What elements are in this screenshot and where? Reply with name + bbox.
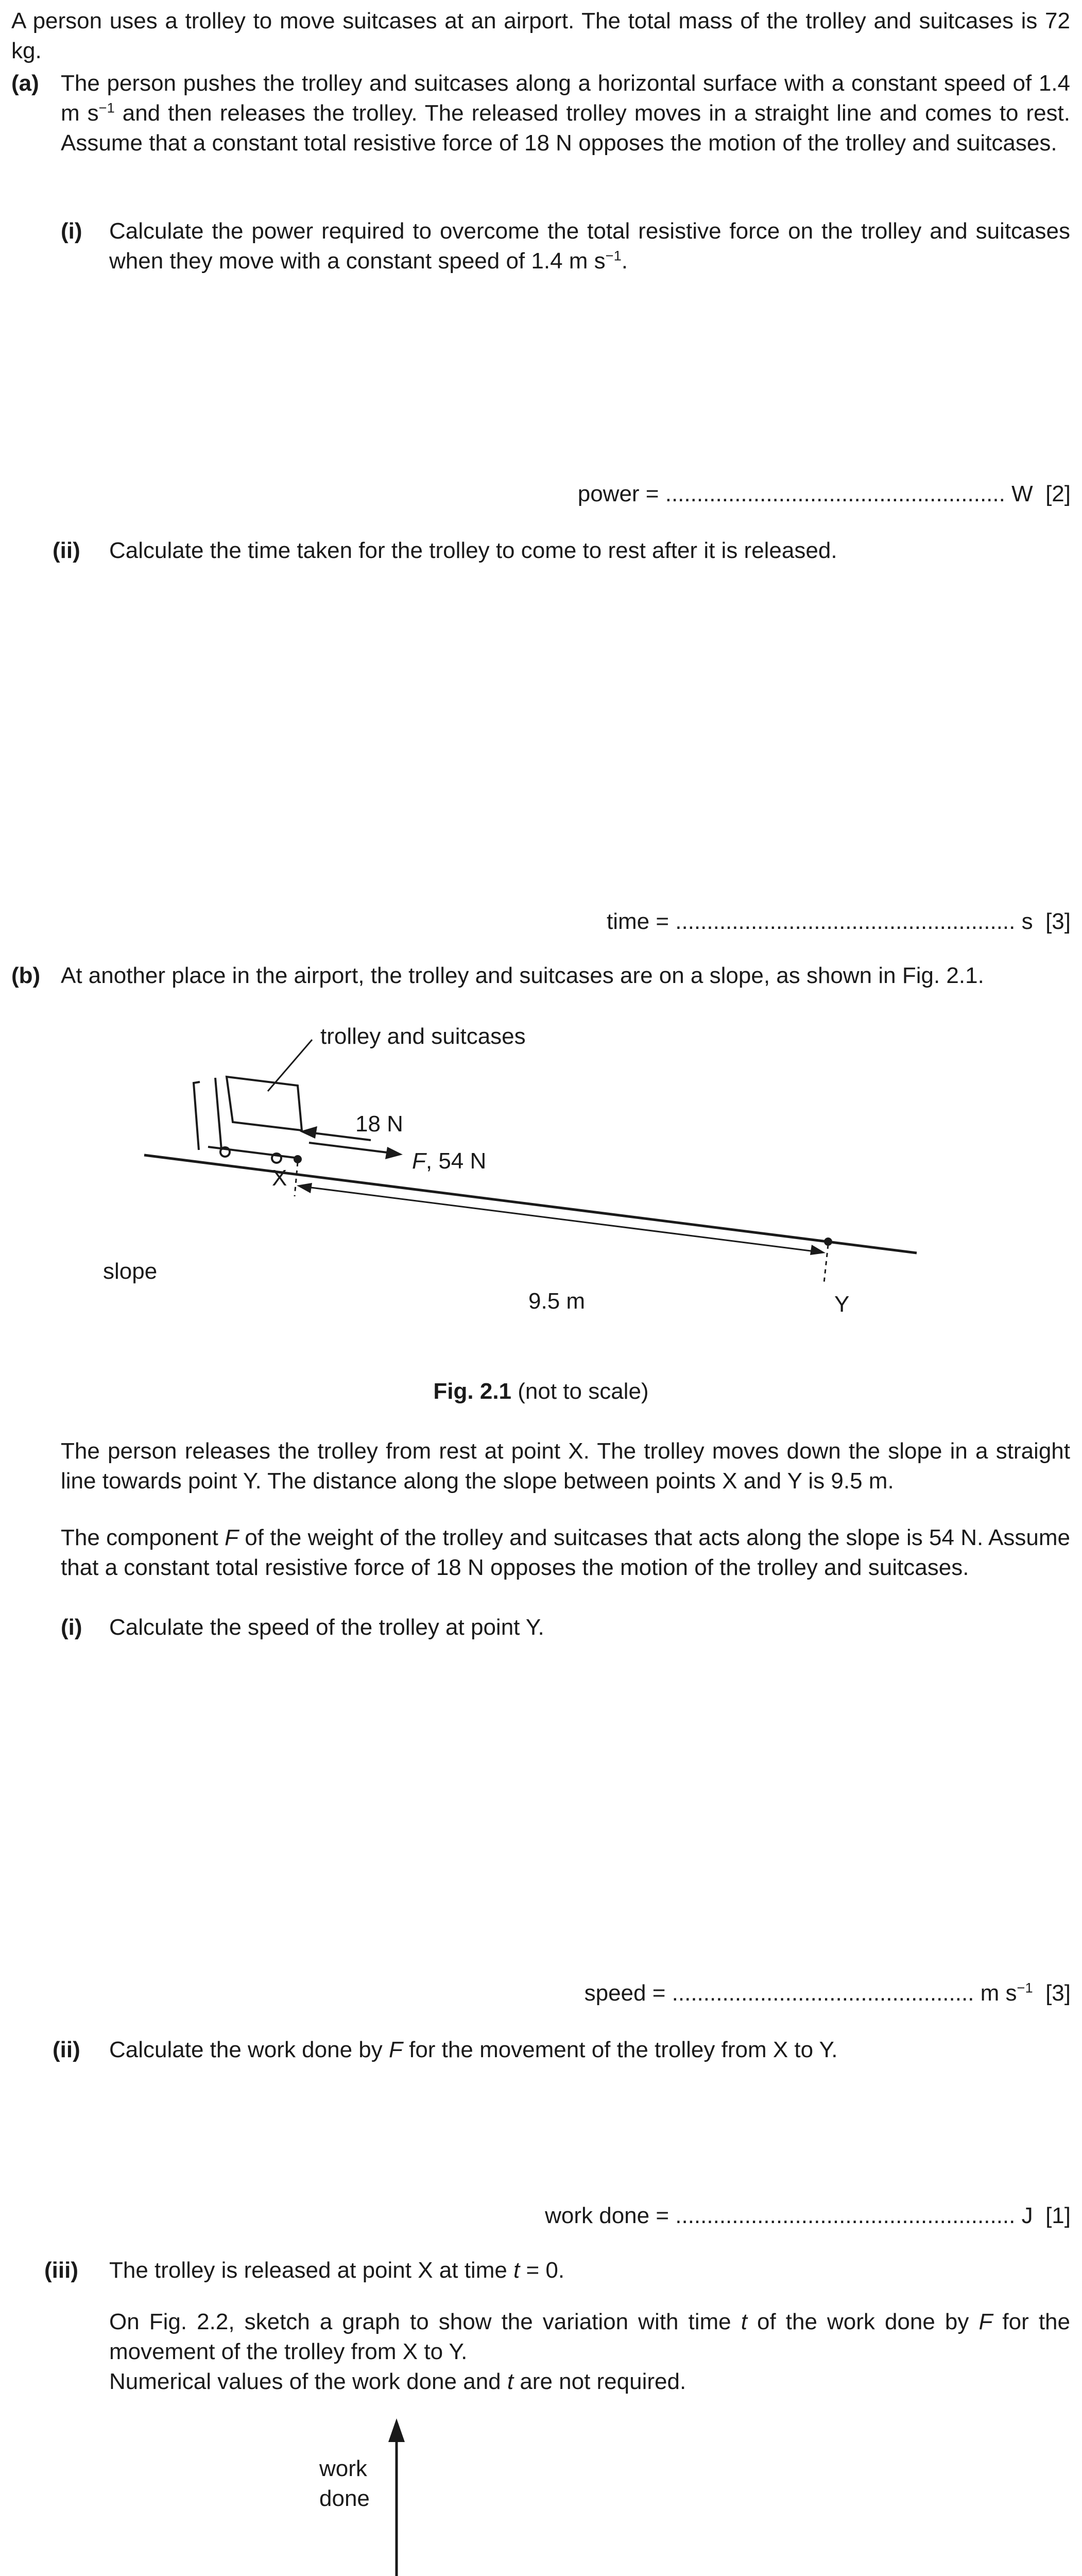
- point-y-dashed: [824, 1245, 828, 1283]
- time-answer-field[interactable]: ......................................................: [675, 909, 1016, 934]
- part-b-label: (b): [11, 963, 41, 988]
- y-axis-arrowhead: [388, 2418, 405, 2442]
- part-a-label: (a): [11, 71, 39, 96]
- part-b-ii-text: Calculate the work done by F for the movement of the trolley from X to Y.: [109, 2037, 838, 2062]
- label-distance: 9.5 m: [528, 1289, 586, 1314]
- power-marks: [2]: [1045, 481, 1071, 506]
- weight-component-arrow: [309, 1143, 391, 1153]
- power-answer-field[interactable]: ......................................................: [665, 481, 1005, 506]
- label-f-54n: F, 54 N: [412, 1148, 487, 1174]
- part-b-iii-label: (iii): [44, 2258, 78, 2283]
- part-b-paragraph-1: The person releases the trolley from rest at point X. The trolley moves down the slope in a straight line towards point Y. The distance along the slope between points X and Y is 9.5 m.: [61, 1438, 1070, 1494]
- label-trolley-and-suitcases: trolley and suitcases: [320, 1024, 526, 1049]
- label-18n: 18 N: [355, 1111, 403, 1137]
- part-a-ii-text: Calculate the time taken for the trolley to come to rest after it is released.: [109, 538, 837, 563]
- point-x-dashed: [295, 1162, 298, 1196]
- label-x: X: [272, 1165, 287, 1191]
- power-answer-line: power = ...................................................... W [2]: [577, 481, 1071, 506]
- part-b-ii-label: (ii): [53, 2037, 80, 2062]
- speed-answer-field[interactable]: ................................................: [672, 1980, 974, 2006]
- work-done-answer-line: work done = ...................................................... J [1]: [545, 2203, 1071, 2228]
- work-done-answer-field[interactable]: ......................................................: [675, 2203, 1016, 2228]
- part-b-i-text: Calculate the speed of the trolley at point Y.: [109, 1615, 544, 1640]
- work-done-marks: [1]: [1045, 2203, 1071, 2228]
- speed-answer-line: speed = ................................................ m $s^{-1}$ [3]: [584, 1979, 1071, 2006]
- part-a-ii-label: (ii): [53, 538, 80, 563]
- part-b-iii-instruction: On Fig. 2.2, sketch a graph to show the variation with time t of the work done by F for the movement of the trolley from X to Y.: [109, 2309, 1070, 2364]
- intro-text: A person uses a trolley to move suitcases at an airport. The total mass of the trolley and suitcases is 72 kg.: [11, 8, 1070, 63]
- speed-marks: [3]: [1045, 1980, 1071, 2006]
- distance-arrowhead-left: [297, 1183, 312, 1193]
- trolley-pointer-line: [268, 1040, 312, 1091]
- time-answer-line: time = ...................................................... s [3]: [606, 909, 1071, 934]
- part-a-text: The person pushes the trolley and suitcases along a horizontal surface with a constant speed of 1.4 m $s^{-1}$ and then releases the trolley. The released trolley moves in a straight line and comes to rest. Assume that a constant total resistive force of 18 N opposes the motion of the trolley and suitcases.: [61, 71, 1070, 156]
- time-marks: [3]: [1045, 909, 1071, 934]
- part-a-i-text: Calculate the power required to overcome the total resistive force on the trolley and suitcases when they move with a constant speed of 1.4 m $s^{-1}$.: [109, 218, 1070, 274]
- y-axis-label-done: done: [319, 2486, 370, 2511]
- point-x-marker: [294, 1155, 302, 1163]
- label-slope: slope: [103, 1259, 158, 1284]
- part-b-iii-note: Numerical values of the work done and t are not required.: [109, 2369, 686, 2394]
- label-y: Y: [834, 1292, 850, 1317]
- part-b-i-label: (i): [61, 1615, 82, 1640]
- part-b-text: At another place in the airport, the trolley and suitcases are on a slope, as shown in Fig. 2.1.: [61, 963, 984, 988]
- figure-2-2: [299, 2416, 690, 2576]
- weight-component-arrowhead: [385, 1147, 403, 1159]
- point-y-marker: [824, 1238, 832, 1246]
- part-b-iii-text: The trolley is released at point X at time t = 0.: [109, 2258, 565, 2283]
- slope-line: [144, 1155, 917, 1253]
- distance-arrowhead-right: [810, 1245, 826, 1255]
- y-axis-label-work: work: [319, 2456, 367, 2481]
- part-b-paragraph-2: The component F of the weight of the trolley and suitcases that acts along the slope is 54 N. Assume that a constant total resistive force of 18 N opposes the motion of the trolley and suitcases.: [61, 1525, 1070, 1580]
- distance-arrow-line: [307, 1187, 815, 1251]
- trolley-drawing: [194, 1077, 302, 1163]
- figure-2-1-caption: Fig. 2.1 (not to scale): [433, 1379, 649, 1404]
- part-a-i-label: (i): [61, 218, 82, 244]
- figure-2-1: [0, 1005, 1082, 1334]
